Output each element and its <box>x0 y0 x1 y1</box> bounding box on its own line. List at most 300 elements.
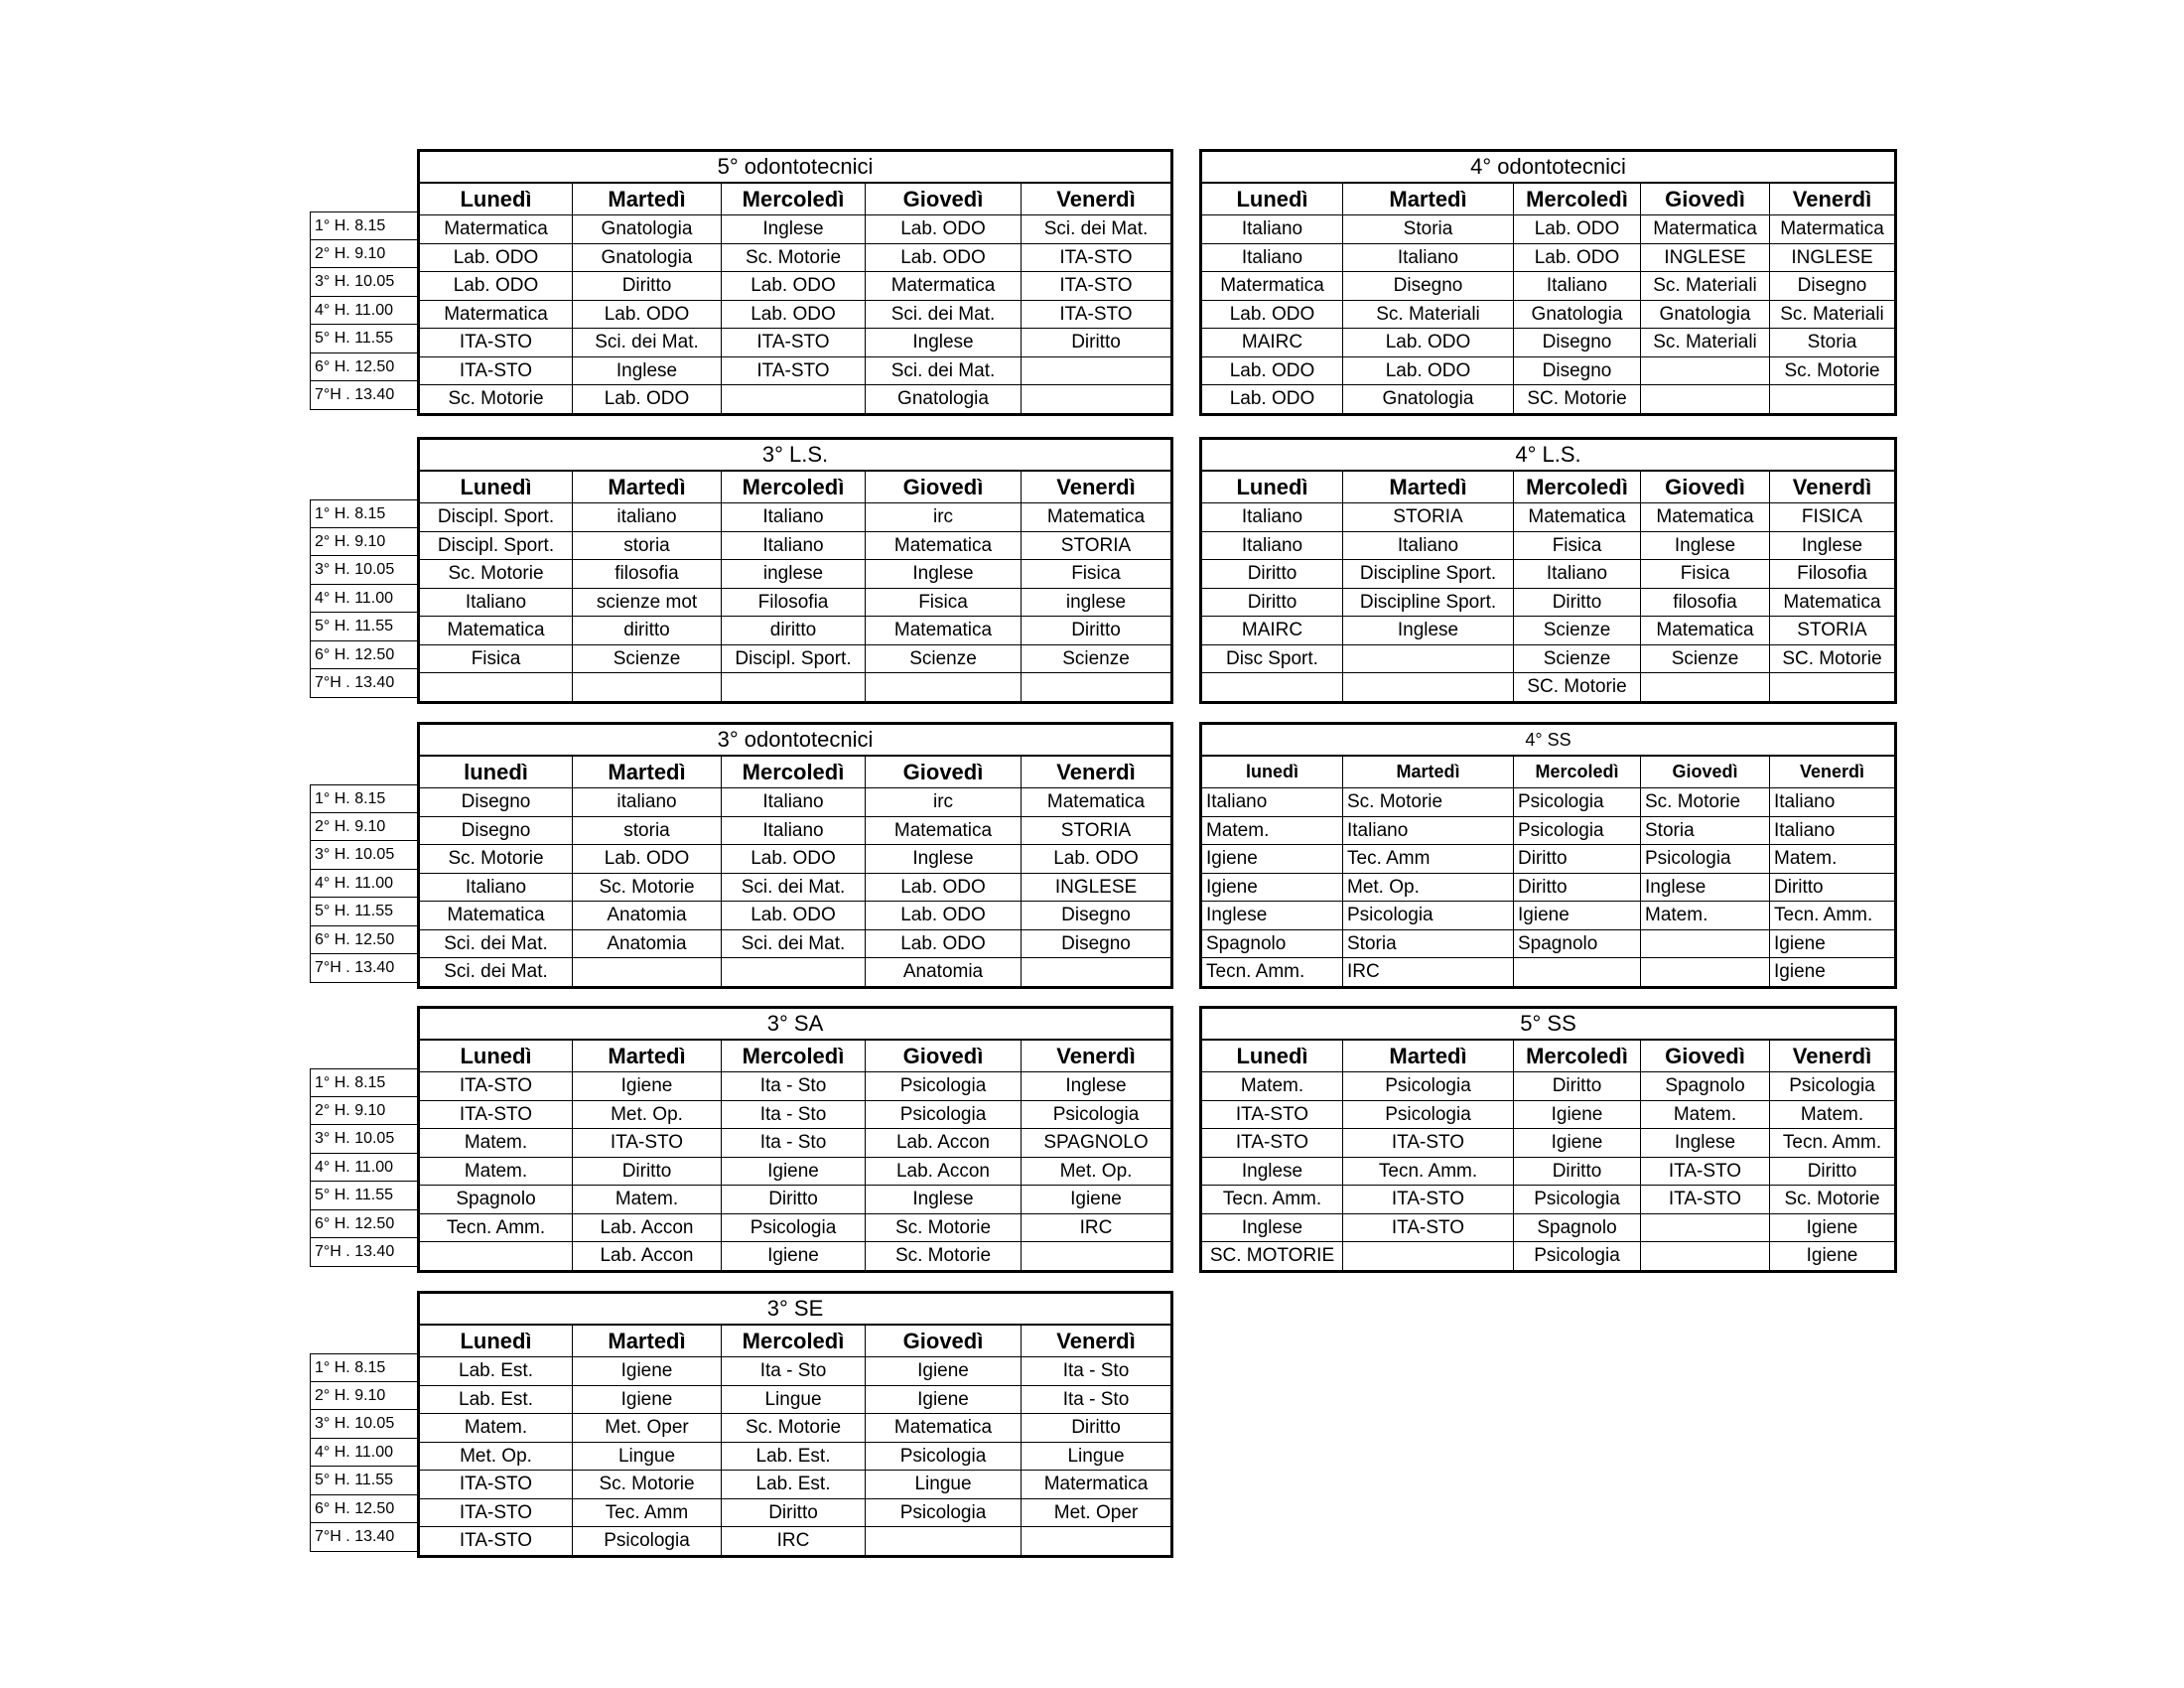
subject-cell <box>1770 385 1896 415</box>
subject-cell <box>1641 673 1770 703</box>
subject-cell: ITA-STO <box>419 1471 573 1499</box>
subject-cell: Italiano <box>1770 816 1896 845</box>
subject-cell: Sci. dei Mat. <box>419 929 573 958</box>
table-row <box>1201 1072 1896 1101</box>
subject-cell: Matematica <box>866 531 1022 560</box>
day-header: Venerdì <box>1770 471 1896 503</box>
day-header: Lunedì <box>1201 183 1343 215</box>
subject-cell: Lab. ODO <box>722 272 866 301</box>
table-row <box>419 272 1172 301</box>
time-slot-label: 4° H. 11.00 <box>310 1439 417 1468</box>
subject-cell <box>573 673 722 703</box>
subject-cell: ITA-STO <box>1641 1186 1770 1214</box>
time-slot-label: 1° H. 8.15 <box>310 211 417 240</box>
subject-cell: Sci. dei Mat. <box>866 356 1022 385</box>
subject-cell: Inglese <box>866 845 1022 874</box>
subject-cell: STORIA <box>1022 816 1172 845</box>
subject-cell <box>1641 1242 1770 1272</box>
subject-cell: Psicologia <box>866 1072 1022 1101</box>
subject-cell: Psicologia <box>722 1213 866 1242</box>
subject-cell: Met. Op. <box>1343 873 1514 902</box>
subject-cell: Matermatica <box>1022 1471 1172 1499</box>
day-header: Martedì <box>1343 183 1514 215</box>
day-header: Giovedì <box>1641 1040 1770 1072</box>
subject-cell: Lab. Est. <box>419 1357 573 1386</box>
time-slot-label: 5° H. 11.55 <box>310 613 417 641</box>
subject-cell: ITA-STO <box>419 1498 573 1527</box>
subject-cell: Lingue <box>1022 1442 1172 1471</box>
class-title: 3° SE <box>419 1293 1172 1326</box>
subject-cell: Matem. <box>573 1186 722 1214</box>
day-header: Venerdì <box>1770 183 1896 215</box>
subject-cell: INGLESE <box>1022 873 1172 902</box>
subject-cell: Matematica <box>1641 617 1770 645</box>
timetable-3-se <box>417 1291 1173 1558</box>
subject-cell: Sc. Motorie <box>573 873 722 902</box>
day-header: Lunedì <box>1201 471 1343 503</box>
subject-cell: Storia <box>1343 215 1514 244</box>
subject-cell: Disegno <box>1343 272 1514 301</box>
subject-cell: Diritto <box>722 1186 866 1214</box>
subject-cell <box>1343 1242 1514 1272</box>
subject-cell: Matem. <box>419 1157 573 1186</box>
subject-cell: Disc Sport. <box>1201 644 1343 673</box>
subject-cell: scienze mot <box>573 588 722 617</box>
subject-cell <box>866 673 1022 703</box>
subject-cell: Italiano <box>1343 243 1514 272</box>
subject-cell: Filosofia <box>722 588 866 617</box>
day-header: Mercoledì <box>1514 471 1641 503</box>
subject-cell: Gnatologia <box>1641 300 1770 329</box>
subject-cell: Matem. <box>1770 1100 1896 1129</box>
subject-cell: Lab. ODO <box>866 929 1022 958</box>
subject-cell: Italiano <box>419 588 573 617</box>
subject-cell: Diritto <box>1022 617 1172 645</box>
day-header: Martedì <box>573 1325 722 1357</box>
subject-cell: Igiene <box>1201 873 1343 902</box>
time-slot-label: 3° H. 10.05 <box>310 841 417 870</box>
subject-cell: Tec. Amm <box>573 1498 722 1527</box>
subject-cell: ITA-STO <box>1343 1129 1514 1158</box>
subject-cell: Italiano <box>1201 243 1343 272</box>
day-header: Venerdì <box>1022 183 1172 215</box>
subject-cell: Italiano <box>722 816 866 845</box>
subject-cell: Spagnolo <box>1514 1213 1641 1242</box>
subject-cell: Scienze <box>1022 644 1172 673</box>
subject-cell: Matermatica <box>866 272 1022 301</box>
subject-cell: Lab. Accon <box>573 1242 722 1272</box>
class-title: 5° SS <box>1201 1008 1896 1041</box>
subject-cell: Igiene <box>1201 845 1343 874</box>
table-row <box>1201 560 1896 589</box>
subject-cell <box>1022 673 1172 703</box>
table-row <box>1201 958 1896 988</box>
subject-cell: Ita - Sto <box>722 1072 866 1101</box>
subject-cell: Lab. ODO <box>866 873 1022 902</box>
subject-cell: Matematica <box>1022 503 1172 532</box>
subject-cell: Inglese <box>1201 902 1343 930</box>
table-row <box>1201 673 1896 703</box>
time-slot-label: 1° H. 8.15 <box>310 1353 417 1382</box>
time-slot-label: 3° H. 10.05 <box>310 268 417 297</box>
timetable-3-sa <box>417 1006 1173 1273</box>
day-header: Venerdì <box>1022 1040 1172 1072</box>
subject-cell: Lab. ODO <box>722 300 866 329</box>
subject-cell <box>1770 673 1896 703</box>
table-row <box>419 673 1172 703</box>
day-header: Giovedì <box>866 1325 1022 1357</box>
day-header: Mercoledì <box>1514 183 1641 215</box>
subject-cell: ITA-STO <box>1022 243 1172 272</box>
subject-cell: Italiano <box>1201 531 1343 560</box>
subject-cell: IRC <box>722 1527 866 1557</box>
subject-cell: Psicologia <box>1022 1100 1172 1129</box>
subject-cell: Ita - Sto <box>1022 1385 1172 1414</box>
subject-cell: Lab. ODO <box>1514 243 1641 272</box>
day-header: Martedì <box>1343 756 1514 788</box>
subject-cell: ITA-STO <box>722 356 866 385</box>
day-header: Giovedì <box>866 471 1022 503</box>
subject-cell: SC. MOTORIE <box>1201 1242 1343 1272</box>
subject-cell: Inglese <box>866 560 1022 589</box>
day-header: Mercoledì <box>722 183 866 215</box>
subject-cell: ITA-STO <box>1201 1129 1343 1158</box>
subject-cell: Sci. dei Mat. <box>866 300 1022 329</box>
time-slot-label: 6° H. 12.50 <box>310 926 417 955</box>
table-row <box>419 1186 1172 1214</box>
subject-cell: Lingue <box>573 1442 722 1471</box>
subject-cell: Tecn. Amm. <box>1770 902 1896 930</box>
time-slot-label: 1° H. 8.15 <box>310 1068 417 1097</box>
subject-cell: Sc. Motorie <box>866 1213 1022 1242</box>
subject-cell: Spagnolo <box>419 1186 573 1214</box>
subject-cell <box>573 958 722 988</box>
day-header: Giovedì <box>1641 183 1770 215</box>
subject-cell: Fisica <box>1022 560 1172 589</box>
time-slot-label: 2° H. 9.10 <box>310 813 417 842</box>
class-title: 3° odontotecnici <box>419 724 1172 757</box>
subject-cell: Igiene <box>1514 1129 1641 1158</box>
subject-cell: ITA-STO <box>419 1527 573 1557</box>
timetable-3-odontotecnici <box>417 722 1173 989</box>
subject-cell <box>1022 385 1172 415</box>
subject-cell: Lab. ODO <box>1201 300 1343 329</box>
time-slot-label: 5° H. 11.55 <box>310 1467 417 1495</box>
subject-cell: Lab. ODO <box>573 385 722 415</box>
table-row <box>1201 1242 1896 1272</box>
table-row <box>1201 329 1896 357</box>
subject-cell: Sc. Motorie <box>1770 356 1896 385</box>
subject-cell: Sci. dei Mat. <box>722 873 866 902</box>
subject-cell: Tec. Amm <box>1343 845 1514 874</box>
subject-cell: INGLESE <box>1641 243 1770 272</box>
time-slot-label: 1° H. 8.15 <box>310 499 417 528</box>
subject-cell: Psicologia <box>1343 902 1514 930</box>
time-slot-label: 7°H . 13.40 <box>310 1523 417 1552</box>
subject-cell <box>1022 1242 1172 1272</box>
table-row <box>419 1213 1172 1242</box>
table-row <box>419 1072 1172 1101</box>
table-row <box>1201 788 1896 817</box>
subject-cell: Diritto <box>1022 329 1172 357</box>
time-column-5-odontotecnici <box>310 211 417 410</box>
subject-cell <box>1022 356 1172 385</box>
subject-cell: Inglese <box>722 215 866 244</box>
subject-cell: Matematica <box>866 816 1022 845</box>
subject-cell: Matematica <box>1770 588 1896 617</box>
subject-cell <box>1641 1213 1770 1242</box>
day-header: Venerdì <box>1022 1325 1172 1357</box>
subject-cell <box>1343 644 1514 673</box>
time-slot-label: 7°H . 13.40 <box>310 381 417 410</box>
class-title: 4° odontotecnici <box>1201 151 1896 184</box>
subject-cell: Inglese <box>573 356 722 385</box>
subject-cell: Lab. ODO <box>722 902 866 930</box>
table-row <box>419 1385 1172 1414</box>
subject-cell: Inglese <box>1641 531 1770 560</box>
subject-cell: Diritto <box>1770 1157 1896 1186</box>
subject-cell: Lab. ODO <box>722 845 866 874</box>
table-row <box>419 1527 1172 1557</box>
subject-cell: Sc. Motorie <box>419 845 573 874</box>
table-row <box>1201 1186 1896 1214</box>
table-row <box>1201 243 1896 272</box>
subject-cell: Inglese <box>1641 873 1770 902</box>
table-row <box>419 1414 1172 1443</box>
subject-cell: Gnatologia <box>866 385 1022 415</box>
subject-cell: Psicologia <box>1641 845 1770 874</box>
subject-cell: Sci. dei Mat. <box>419 958 573 988</box>
subject-cell: Lab. ODO <box>573 845 722 874</box>
subject-cell: Fisica <box>419 644 573 673</box>
class-title: 4° SS <box>1201 724 1896 757</box>
table-row <box>1201 1100 1896 1129</box>
subject-cell <box>722 673 866 703</box>
table-row <box>1201 588 1896 617</box>
subject-cell: ITA-STO <box>1022 300 1172 329</box>
subject-cell <box>419 1242 573 1272</box>
day-header: Martedì <box>573 471 722 503</box>
subject-cell: Matem. <box>1201 816 1343 845</box>
timetable-4-odontotecnici <box>1199 149 1897 416</box>
subject-cell: Met. Op. <box>1022 1157 1172 1186</box>
time-slot-label: 5° H. 11.55 <box>310 1182 417 1210</box>
subject-cell: inglese <box>1022 588 1172 617</box>
subject-cell: Discipl. Sport. <box>419 503 573 532</box>
subject-cell: Lab. ODO <box>866 243 1022 272</box>
subject-cell: italiano <box>573 788 722 817</box>
subject-cell: Psicologia <box>573 1527 722 1557</box>
subject-cell: Diritto <box>573 1157 722 1186</box>
subject-cell <box>419 673 573 703</box>
time-slot-label: 4° H. 11.00 <box>310 870 417 899</box>
subject-cell: Italiano <box>1343 816 1514 845</box>
subject-cell: ITA-STO <box>1641 1157 1770 1186</box>
subject-cell: Scienze <box>573 644 722 673</box>
subject-cell: Sc. Motorie <box>866 1242 1022 1272</box>
subject-cell: Matematica <box>866 1414 1022 1443</box>
day-header: Venerdì <box>1770 1040 1896 1072</box>
subject-cell: STORIA <box>1022 531 1172 560</box>
subject-cell: Psicologia <box>1514 816 1641 845</box>
table-row <box>419 531 1172 560</box>
table-row <box>1201 1213 1896 1242</box>
time-slot-label: 4° H. 11.00 <box>310 297 417 326</box>
subject-cell: Matematica <box>419 902 573 930</box>
subject-cell: filosofia <box>1641 588 1770 617</box>
day-header: Giovedì <box>1641 756 1770 788</box>
subject-cell: Sc. Motorie <box>1770 1186 1896 1214</box>
subject-cell: Igiene <box>573 1072 722 1101</box>
subject-cell: Disegno <box>1514 329 1641 357</box>
table-row <box>419 215 1172 244</box>
subject-cell: Anatomia <box>573 902 722 930</box>
subject-cell: Inglese <box>1343 617 1514 645</box>
subject-cell: Disegno <box>1514 356 1641 385</box>
subject-cell: Psicologia <box>1343 1100 1514 1129</box>
table-row <box>1201 531 1896 560</box>
subject-cell: Disegno <box>1022 902 1172 930</box>
subject-cell: Igiene <box>1770 1242 1896 1272</box>
subject-cell: Fisica <box>866 588 1022 617</box>
subject-cell: Inglese <box>866 1186 1022 1214</box>
subject-cell: Matem. <box>1770 845 1896 874</box>
subject-cell: Igiene <box>1770 929 1896 958</box>
subject-cell <box>1201 673 1343 703</box>
subject-cell: Psicologia <box>866 1498 1022 1527</box>
table-row <box>419 1129 1172 1158</box>
subject-cell <box>1514 958 1641 988</box>
day-header: Venerdì <box>1770 756 1896 788</box>
time-slot-label: 4° H. 11.00 <box>310 585 417 614</box>
subject-cell: Inglese <box>1201 1157 1343 1186</box>
table-row <box>419 1100 1172 1129</box>
subject-cell: Inglese <box>1201 1213 1343 1242</box>
subject-cell: Discipline Sport. <box>1343 588 1514 617</box>
subject-cell: Diritto <box>1514 1072 1641 1101</box>
time-column-3-odontotecnici <box>310 784 417 983</box>
subject-cell: Tecn. Amm. <box>1201 1186 1343 1214</box>
subject-cell: Lab. Est. <box>722 1442 866 1471</box>
subject-cell: Ita - Sto <box>1022 1357 1172 1386</box>
subject-cell: Sc. Motorie <box>419 385 573 415</box>
subject-cell: Matematica <box>1022 788 1172 817</box>
subject-cell: Matematica <box>866 617 1022 645</box>
subject-cell: Igiene <box>1770 1213 1896 1242</box>
subject-cell: Diritto <box>1514 1157 1641 1186</box>
subject-cell: Igiene <box>722 1242 866 1272</box>
table-row <box>419 816 1172 845</box>
subject-cell: ITA-STO <box>1343 1186 1514 1214</box>
table-row <box>419 243 1172 272</box>
table-row <box>419 329 1172 357</box>
table-row <box>419 1242 1172 1272</box>
time-slot-label: 6° H. 12.50 <box>310 353 417 382</box>
subject-cell: Igiene <box>1022 1186 1172 1214</box>
subject-cell: ITA-STO <box>1343 1213 1514 1242</box>
subject-cell: Spagnolo <box>1201 929 1343 958</box>
day-header: Giovedì <box>1641 471 1770 503</box>
subject-cell: Fisica <box>1514 531 1641 560</box>
table-row <box>419 1357 1172 1386</box>
day-header: Venerdì <box>1022 471 1172 503</box>
table-row <box>419 385 1172 415</box>
subject-cell: Inglese <box>1022 1072 1172 1101</box>
subject-cell: SC. Motorie <box>1514 673 1641 703</box>
subject-cell: filosofia <box>573 560 722 589</box>
subject-cell: Tecn. Amm. <box>1201 958 1343 988</box>
subject-cell: Discipl. Sport. <box>419 531 573 560</box>
day-header: Lunedì <box>419 183 573 215</box>
table-row <box>419 1498 1172 1527</box>
subject-cell: Disegno <box>419 788 573 817</box>
table-row <box>1201 356 1896 385</box>
timetable-5-ss <box>1199 1006 1897 1273</box>
subject-cell: Matem. <box>419 1129 573 1158</box>
subject-cell: Met. Oper <box>573 1414 722 1443</box>
subject-cell: Matermatica <box>419 215 573 244</box>
day-header: Martedì <box>573 183 722 215</box>
subject-cell: Lab. Accon <box>866 1129 1022 1158</box>
table-row <box>419 617 1172 645</box>
subject-cell: storia <box>573 816 722 845</box>
time-slot-label: 3° H. 10.05 <box>310 1125 417 1154</box>
time-slot-label: 6° H. 12.50 <box>310 1495 417 1524</box>
day-header: Lunedì <box>419 1325 573 1357</box>
table-row <box>1201 215 1896 244</box>
subject-cell: Filosofia <box>1770 560 1896 589</box>
subject-cell: Fisica <box>1641 560 1770 589</box>
subject-cell: ITA-STO <box>419 329 573 357</box>
subject-cell: Italiano <box>1770 788 1896 817</box>
subject-cell: Disegno <box>1770 272 1896 301</box>
subject-cell: INGLESE <box>1770 243 1896 272</box>
subject-cell: Lab. Accon <box>573 1213 722 1242</box>
time-slot-label: 2° H. 9.10 <box>310 1097 417 1126</box>
table-row <box>1201 272 1896 301</box>
subject-cell: Sc. Materiali <box>1641 272 1770 301</box>
subject-cell: Sc. Motorie <box>419 560 573 589</box>
table-row <box>419 845 1172 874</box>
subject-cell: Lab. ODO <box>866 902 1022 930</box>
class-title: 3° SA <box>419 1008 1172 1041</box>
subject-cell: Lab. ODO <box>573 300 722 329</box>
time-slot-label: 3° H. 10.05 <box>310 556 417 585</box>
subject-cell: Diritto <box>1022 1414 1172 1443</box>
subject-cell: Scienze <box>866 644 1022 673</box>
table-row <box>419 560 1172 589</box>
subject-cell: Tecn. Amm. <box>419 1213 573 1242</box>
subject-cell: Italiano <box>1201 788 1343 817</box>
time-slot-label: 4° H. 11.00 <box>310 1154 417 1183</box>
subject-cell: Lab. ODO <box>866 215 1022 244</box>
time-slot-label: 1° H. 8.15 <box>310 784 417 813</box>
subject-cell: Inglese <box>1641 1129 1770 1158</box>
table-row <box>419 1157 1172 1186</box>
table-row <box>1201 845 1896 874</box>
day-header: Mercoledì <box>1514 756 1641 788</box>
subject-cell: Matematica <box>1641 503 1770 532</box>
subject-cell: SC. Motorie <box>1514 385 1641 415</box>
subject-cell: Lab. ODO <box>1201 385 1343 415</box>
subject-cell: irc <box>866 503 1022 532</box>
timetable-5-odontotecnici <box>417 149 1173 416</box>
subject-cell: Igiene <box>866 1357 1022 1386</box>
subject-cell: SC. Motorie <box>1770 644 1896 673</box>
time-column-3-l-s <box>310 499 417 698</box>
time-slot-label: 2° H. 9.10 <box>310 528 417 557</box>
subject-cell: Sc. Materiali <box>1770 300 1896 329</box>
